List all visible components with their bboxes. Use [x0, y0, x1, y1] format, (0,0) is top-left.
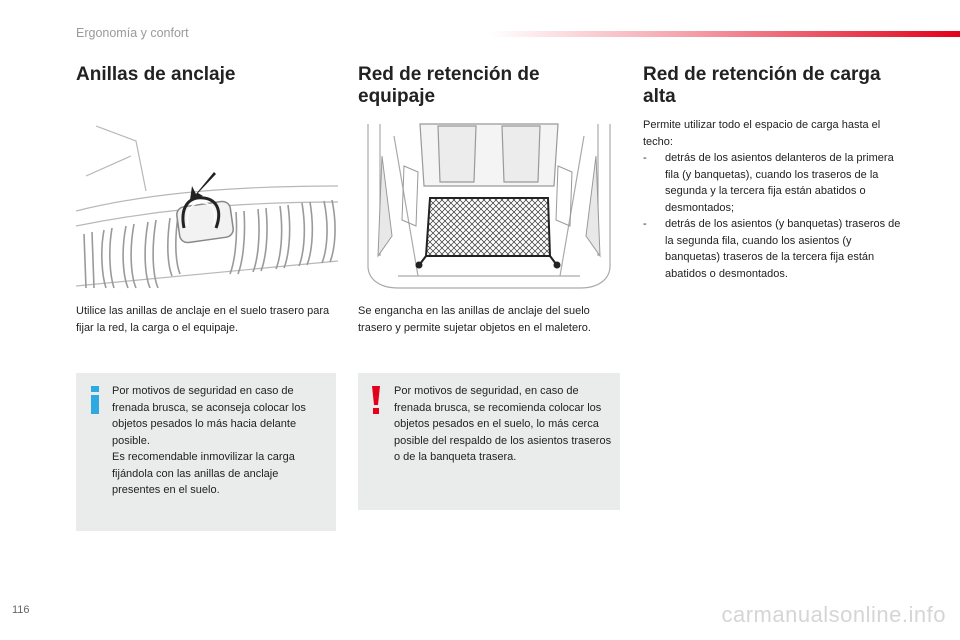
list-item-text: detrás de los asientos delanteros de la primera fila (y banquetas), cuando los traseros de la segunda y la tercera fija están abatidos o desmontados; — [665, 152, 894, 214]
list-dash: - — [643, 218, 647, 230]
list-item-text: detrás de los asientos (y banquetas) traseros de la segunda fila, cuando los asientos (y banquetas) traseros de la tercera fija están abatidos o desmontados. — [665, 218, 901, 280]
warning-icon — [369, 385, 383, 415]
warning-note-line: Por motivos de seguridad, en caso de frenada brusca, se recomienda colocar los objetos pesados en el suelo, lo más cerca posible del respaldo de los asientos traseros o de la banqueta trasera. — [394, 385, 612, 463]
warning-note-box — [358, 373, 620, 510]
anchor-ring-illustration — [76, 116, 338, 296]
list-dash: - — [643, 152, 647, 164]
watermark: carmanualsonline.info — [721, 602, 946, 627]
high-load-net-description — [643, 117, 905, 282]
info-icon — [88, 385, 102, 415]
heading-high-load-net: Red de retención de carga alta — [643, 64, 881, 107]
luggage-net-description: Se engancha en las anillas de anclaje del suelo trasero y permite sujetar objetos en el maletero. — [358, 305, 591, 334]
info-note-line: Es recomendable inmovilizar la carga fijándola con las anillas de anclaje presentes en el suelo. — [112, 451, 295, 496]
info-note-line: Por motivos de seguridad en caso de frenada brusca, se aconseja colocar los objetos pesados lo más hacia delante posible. — [112, 385, 306, 447]
luggage-net-illustration — [358, 116, 620, 296]
list-item — [643, 216, 905, 282]
heading-luggage-net: Red de retención de equipaje — [358, 64, 540, 107]
high-load-net-list — [643, 150, 905, 282]
column-luggage-net — [358, 64, 620, 108]
heading-anchor-rings: Anillas de anclaje — [76, 64, 236, 85]
header-accent-bar — [490, 31, 960, 37]
column-high-load-net — [643, 64, 905, 108]
list-item — [643, 150, 905, 216]
page-number: 116 — [12, 604, 30, 616]
section-header: Ergonomía y confort — [76, 26, 189, 40]
column-anchor-rings — [76, 64, 338, 86]
anchor-rings-description: Utilice las anillas de anclaje en el suelo trasero para fijar la red, la carga o el equipaje. — [76, 305, 330, 334]
info-note-box — [76, 373, 336, 531]
high-load-net-intro: Permite utilizar todo el espacio de carga hasta el techo: — [643, 119, 881, 148]
